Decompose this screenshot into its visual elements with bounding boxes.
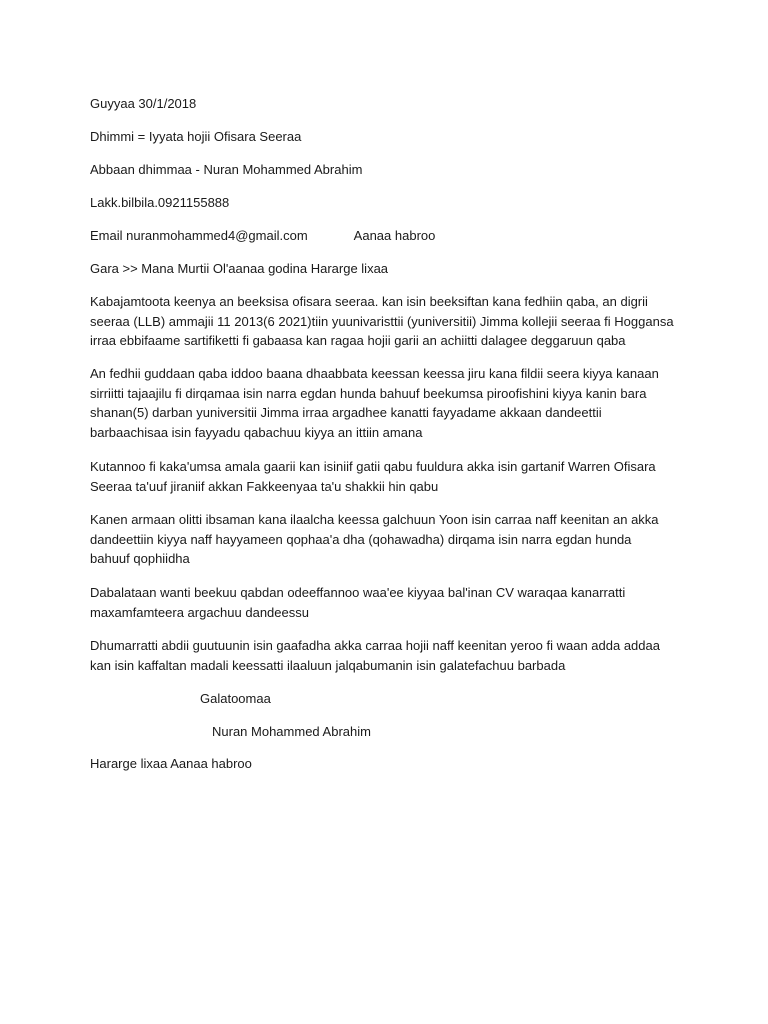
letter-recipient: Gara >> Mana Murtii Ol'aanaa godina Hararge lixaa	[90, 261, 389, 276]
letter-date: Guyyaa 30/1/2018	[90, 96, 197, 111]
letter-applicant: Abbaan dhimmaa - Nuran Mohammed Abrahim	[90, 162, 363, 177]
letter-subject: Dhimmi = Iyyata hojii Ofisara Seeraa	[90, 129, 302, 144]
letter-paragraph-5: Dabalataan wanti beekuu qabdan odeeffannoo waa'ee kiyyaa bal'inan CV waraqaa kanarratti maxamfamteera argachuu dandeessu	[90, 585, 626, 620]
letter-signature: Nuran Mohammed Abrahim	[212, 724, 371, 739]
letter-address: Hararge lixaa Aanaa habroo	[90, 756, 252, 771]
letter-paragraph-6: Dhumarratti abdii guutuunin isin gaafadha akka carraa hojii naff keenitan yeroo fi waan adda addaa kan isin kaffaltan madali keessatti ilaaluun jalqabumanin isin galatefachuu barbada	[90, 638, 660, 673]
letter-email-location: Aanaa habroo	[353, 228, 436, 243]
letter-closing: Galatoomaa	[200, 691, 271, 706]
letter-email: Email nuranmohammed4@gmail.com	[90, 228, 308, 243]
letter-paragraph-2: An fedhii guddaan qaba iddoo baana dhaabbata keessan keessa jiru kana fildii seera kiyya kanaan sirriitti tajaajilu fi dirqamaa isin narra egdan hunda bahuuf beekumsa piroofishini kiyya kanin bara shanan(5) darban yuniversitii Jimma irraa argadhee kanatti fayyadame akkaan dandeettii barbaachisaa isin fayyadu qabachuu kiyya an ittiin amana	[90, 366, 659, 440]
letter-paragraph-4: Kanen armaan olitti ibsaman kana ilaalcha keessa galchuun Yoon isin carraa naff keenitan an akka dandeettiin kiyya naff hayyameen qophaa'a dha (qohawadha) dirqama isin narra egdan hunda bahuuf qophiidha	[90, 512, 659, 566]
letter-email-row	[90, 226, 435, 245]
letter-paragraph-1: Kabajamtoota keenya an beeksisa ofisara seeraa. kan isin beeksiftan kana fedhiin qaba, an digrii seeraa (LLB) ammajii 11 2013(6 2021)tiin yuunivaristtii (yuniversitii) Jimma kollejii seeraa fi Hoggansa irraa ebbifaame sartifiketti fi gabaasa kan ragaa hojii garii an achiitti dalagee deggaruun qaba	[90, 294, 674, 348]
letter-paragraph-3: Kutannoo fi kaka'umsa amala gaarii kan isiniif gatii qabu fuuldura akka isin gartanif Warren Ofisara Seeraa ta'uuf jiraniif akkan Fakkeenyaa ta'u shakkii hin qabu	[90, 459, 656, 494]
letter-phone: Lakk.bilbila.0921155888	[90, 195, 230, 210]
